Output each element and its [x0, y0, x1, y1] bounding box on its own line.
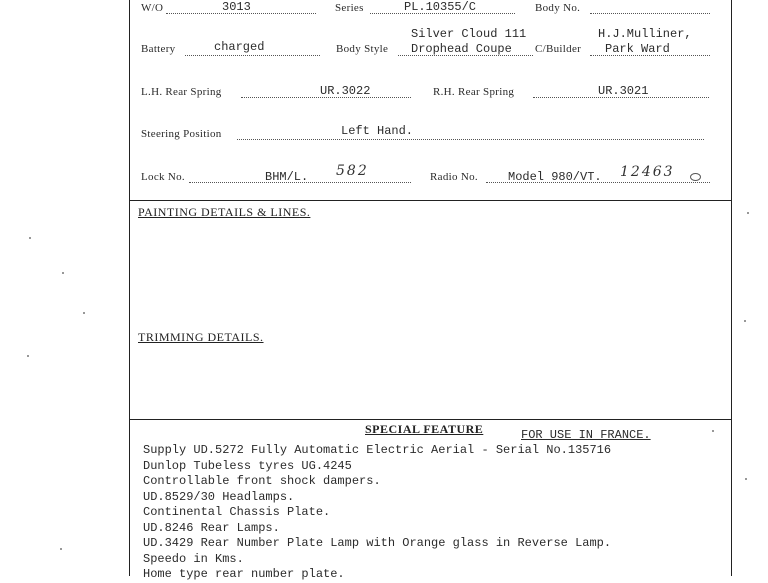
- scan-speck: [745, 478, 747, 480]
- rh-rear-spring-label: R.H. Rear Spring: [433, 86, 515, 98]
- divider-special: [129, 419, 732, 420]
- battery-label: Battery: [141, 43, 176, 55]
- lh-rear-spring-value: UR.3022: [320, 84, 371, 98]
- lock-no-label: Lock No.: [141, 171, 185, 183]
- list-item: Speedo in Kms.: [143, 551, 244, 566]
- divider-header: [129, 200, 732, 201]
- steering-position-label: Steering Position: [141, 128, 222, 140]
- body-no-label: Body No.: [535, 2, 581, 14]
- series-value: PL.10355/C: [404, 0, 477, 14]
- body-style-line2: Drophead Coupe: [411, 42, 512, 56]
- list-item: Continental Chassis Plate.: [143, 505, 331, 519]
- trimming-details-title: TRIMMING DETAILS.: [138, 330, 264, 344]
- lh-rear-spring-label: L.H. Rear Spring: [141, 86, 222, 98]
- cbuilder-line2: Park Ward: [605, 42, 670, 56]
- series-label: Series: [335, 2, 364, 14]
- scan-speck: [83, 312, 85, 314]
- cbuilder-label: C/Builder: [535, 43, 582, 55]
- list-item: Home type rear number plate.: [143, 567, 345, 581]
- scan-speck: [60, 548, 62, 550]
- scan-speck: [712, 430, 714, 432]
- cbuilder-line1: H.J.Mulliner,: [598, 27, 692, 41]
- scan-speck: [744, 320, 746, 322]
- radio-value: Model 980/VT.: [508, 170, 602, 184]
- circle-mark-icon: [690, 173, 701, 181]
- special-feature-title: SPECIAL FEATURE: [365, 422, 484, 436]
- list-item: UD.3429 Rear Number Plate Lamp with Orange glass in Reverse Lamp.: [143, 536, 612, 550]
- radio-handwritten: 12463: [620, 164, 675, 180]
- body-style-line1: Silver Cloud 111: [411, 27, 527, 41]
- painting-details-title: PAINTING DETAILS & LINES.: [138, 205, 311, 219]
- wo-value: 3013: [222, 0, 251, 14]
- list-item: Controllable front shock dampers.: [143, 474, 381, 488]
- wo-label: W/O: [141, 2, 164, 14]
- list-item: Dunlop Tubeless tyres UG.4245: [143, 458, 352, 473]
- steering-line: [237, 139, 704, 140]
- rh-rear-spring-value: UR.3021: [598, 84, 649, 98]
- list-item: Supply UD.5272 Fully Automatic Electric Aerial - Serial No.135716: [143, 443, 612, 457]
- body-style-label: Body Style: [336, 43, 389, 55]
- radio-no-label: Radio No.: [430, 171, 478, 183]
- special-feature-list: [143, 443, 723, 583]
- scan-speck: [62, 272, 64, 274]
- steering-position-value: Left Hand.: [341, 124, 414, 138]
- scan-speck: [747, 212, 749, 214]
- lock-prefix: BHM/L.: [265, 170, 309, 184]
- body-no-line: [590, 13, 710, 14]
- battery-value: charged: [214, 40, 265, 54]
- scan-speck: [27, 355, 29, 357]
- scan-speck: [29, 237, 31, 239]
- list-item: UD.8246 Rear Lamps.: [143, 520, 280, 535]
- lock-handwritten: 582: [336, 163, 369, 179]
- battery-line: [185, 55, 320, 56]
- special-side-note: FOR USE IN FRANCE.: [521, 428, 651, 442]
- list-item: UD.8529/30 Headlamps.: [143, 489, 295, 504]
